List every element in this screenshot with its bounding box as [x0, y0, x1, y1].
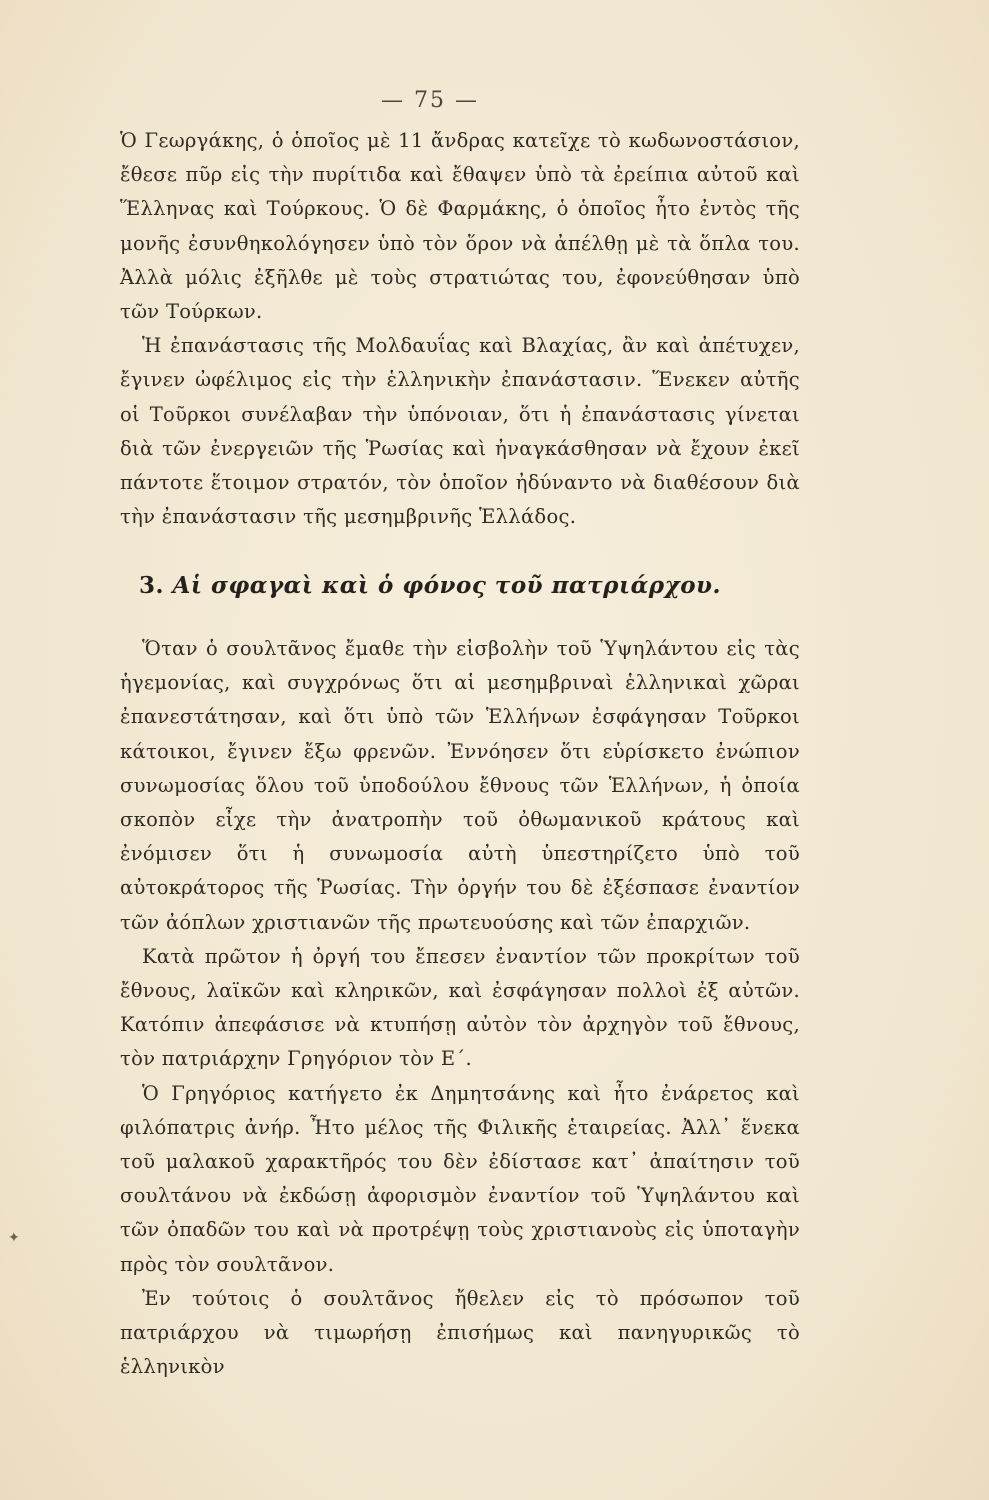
- paragraph: Ὁ Γρηγόριος κατήγετο ἐκ Δημητσάνης καὶ ἦτο ἐνάρετος καὶ φιλόπατρις ἀνήρ. Ἦτο μέλος τῆς Φιλικῆς ἑταιρείας. Ἀλλ᾽ ἕνεκα τοῦ μαλακοῦ χαρακτῆρός του δὲν ἐδίστασε κατ᾽ ἀπαίτησιν τοῦ σουλτάνου νὰ ἐκδώσῃ ἀφορισμὸν ἐναντίον τοῦ Ὑψηλάντου καὶ τῶν ὀπαδῶν του καὶ νὰ προτρέψῃ τοὺς χριστιανοὺς εἰς ὑποταγὴν πρὸς τὸν σουλτᾶνον.: [120, 1081, 800, 1276]
- page-number: — 75 —: [381, 88, 479, 113]
- paragraph: Ὅταν ὁ σουλτᾶνος ἔμαθε τὴν εἰσβολὴν τοῦ Ὑψηλάντου εἰς τὰς ἡγεμονίας, καὶ συγχρόνως ὅτι αἱ μεσημβριναὶ ἑλληνικαὶ χῶραι ἐπανεστάτησαν, καὶ ὅτι ὑπὸ τῶν Ἑλλήνων ἐσφάγησαν Τοῦρκοι κάτοικοι, ἔγινεν ἔξω φρενῶν. Ἐννόησεν ὅτι εὑρίσκετο ἐνώπιον συνωμοσίας ὅλου τοῦ ὑποδούλου ἔθνους τῶν Ἑλλήνων, ἡ ὁποία σκοπὸν εἶχε τὴν ἀνατροπὴν τοῦ ὀθωμανικοῦ κράτους καὶ ἐνόμισεν ὅτι ἡ συνωμοσία αὐτὴ ὑπεστηρίζετο ὑπὸ τοῦ αὐτοκράτορος τῆς Ῥωσίας. Τὴν ὀργήν του δὲ ἐξέσπασε ἐναντίον τῶν ἀόπλων χριστιανῶν τῆς πρωτευούσης καὶ τῶν ἐπαρχιῶν.: [120, 637, 800, 934]
- paragraph: Ἡ ἐπανάστασις τῆς Μολδαυΐας καὶ Βλαχίας, ἂν καὶ ἀπέτυχεν, ἔγινεν ὠφέλιμος εἰς τὴν ἑλληνικὴν ἐπανάστασιν. Ἕνεκεν αὐτῆς οἱ Τοῦρκοι συνέλαβαν τὴν ὑπόνοιαν, ὅτι ἡ ἐπανάστασις γίνεται διὰ τῶν ἐνεργειῶν τῆς Ῥωσίας καὶ ἠναγκάσθησαν νὰ ἔχουν ἐκεῖ πάντοτε ἕτοιμον στρατόν, τὸν ὁποῖον ἠδύναντο νὰ διαθέσουν διὰ τὴν ἐπανάστασιν τῆς μεσημβρινῆς Ἑλλάδος.: [120, 334, 800, 529]
- section-heading: [0, 572, 860, 599]
- paragraph: Κατὰ πρῶτον ἡ ὀργή του ἔπεσεν ἐναντίον τῶν προκρίτων τοῦ ἔθνους, λαϊκῶν καὶ κληρικῶν, καὶ ἐσφάγησαν πολλοὶ ἐξ αὐτῶν. Κατόπιν ἀπεφάσισε νὰ κτυπήσῃ αὐτὸν τὸν ἀρχηγὸν τοῦ ἔθνους, τὸν πατριάρχην Γρηγόριον τὸν Ε΄.: [120, 944, 800, 1071]
- section-2-text: [120, 632, 800, 1384]
- section-number: 3.: [138, 572, 164, 599]
- section-1-text: [120, 124, 800, 534]
- section-title: Αἱ σφαγαὶ καὶ ὁ φόνος τοῦ πατριάρχου.: [172, 572, 722, 599]
- margin-mark: ✦: [8, 1230, 20, 1246]
- paragraph: Ὁ Γεωργάκης, ὁ ὁποῖος μὲ 11 ἄνδρας κατεῖχε τὸ κωδωνοστάσιον, ἔθεσε πῦρ εἰς τὴν πυρίτιδα καὶ ἔθαψεν ὑπὸ τὰ ἐρείπια αὐτοῦ καὶ Ἕλληνας καὶ Τούρκους. Ὁ δὲ Φαρμάκης, ὁ ὁποῖος ἦτο ἐντὸς τῆς μονῆς ἐσυνθηκολόγησεν ὑπὸ τὸν ὅρον νὰ ἀπέλθῃ μὲ τὰ ὅπλα του. Ἀλλὰ μόλις ἐξῆλθε μὲ τοὺς στρατιώτας του, ἐφονεύθησαν ὑπὸ τῶν Τούρκων.: [120, 129, 800, 324]
- paragraph: Ἐν τούτοις ὁ σουλτᾶνος ἤθελεν εἰς τὸ πρόσωπον τοῦ πατριάρχου νὰ τιμωρήσῃ ἐπισήμως καὶ πανηγυρικῶς τὸ ἑλληνικὸν: [120, 1286, 800, 1379]
